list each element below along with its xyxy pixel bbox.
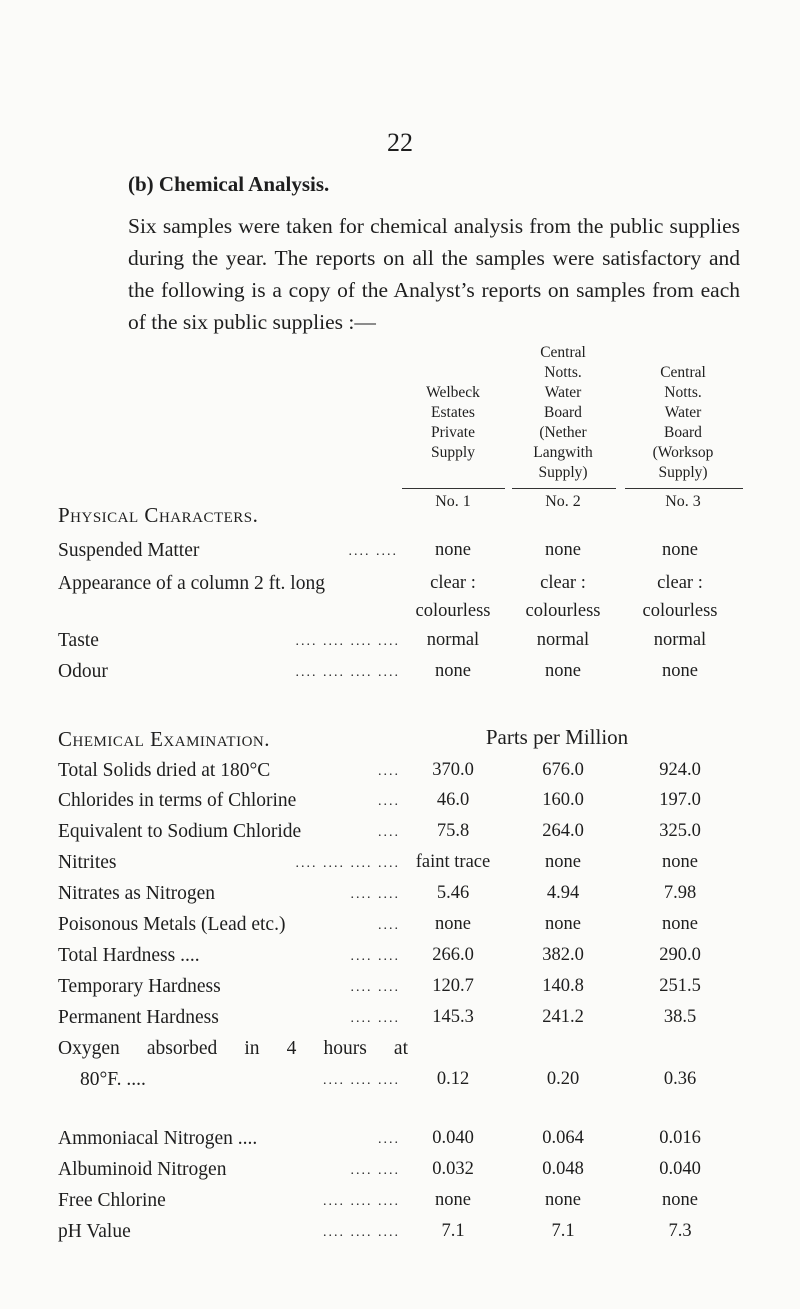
column-header-2: Central Notts. Water Board (Nether Langwith Supply) (533, 344, 593, 481)
cell-value: 264.0 (542, 821, 584, 841)
cell-value: 4.94 (546, 883, 580, 903)
row-leader-dots: .... .... (350, 887, 400, 902)
row-leader-dots: .... .... .... (323, 1225, 400, 1240)
row-leader-dots: .... .... .... .... (295, 665, 400, 680)
row-label: Taste (58, 630, 99, 651)
row-label: Oxygen absorbed in 4 hours at (58, 1038, 408, 1059)
cell-value: 382.0 (542, 945, 584, 965)
row-label: Poisonous Metals (Lead etc.) (58, 914, 286, 935)
column-number-3: No. 3 (665, 493, 701, 510)
units-heading: Parts per Million (485, 725, 629, 749)
section-title: (b) Chemical Analysis. (128, 172, 330, 196)
cell-value: 7.98 (663, 883, 697, 903)
row-leader-dots: .... (378, 918, 400, 933)
column-header-3: Central Notts. Water Board (Worksop Supply) (652, 364, 714, 481)
cell-value: 266.0 (432, 945, 474, 965)
row-label: Nitrites (58, 852, 117, 873)
row-label: Total Hardness .... (58, 945, 200, 966)
cell-value: none (545, 540, 581, 560)
cell-value: colourless (642, 601, 718, 621)
cell-value: none (435, 661, 471, 681)
cell-value: none (662, 661, 698, 681)
row-leader-dots: .... (378, 825, 400, 840)
cell-value: normal (426, 630, 480, 650)
cell-value: 0.12 (436, 1069, 470, 1089)
cell-value: 0.36 (663, 1069, 697, 1089)
cell-value: 676.0 (542, 760, 584, 780)
cell-value: none (545, 852, 581, 872)
cell-value: 370.0 (432, 760, 474, 780)
cell-value: 38.5 (663, 1007, 697, 1027)
cell-value: none (435, 540, 471, 560)
cell-value: 251.5 (659, 976, 701, 996)
row-label: Total Solids dried at 180°C (58, 760, 271, 781)
row-leader-dots: .... .... .... (323, 1194, 400, 1209)
cell-value: 75.8 (436, 821, 470, 841)
row-label: Ammoniacal Nitrogen .... (58, 1128, 258, 1149)
row-leader-dots: .... (378, 764, 400, 779)
physical-heading: Physical Characters. (58, 503, 259, 527)
cell-value: none (545, 661, 581, 681)
cell-value: 290.0 (659, 945, 701, 965)
cell-value: colourless (415, 601, 491, 621)
chemical-heading: Chemical Examination. (58, 727, 270, 751)
row-label: Nitrates as Nitrogen (58, 883, 216, 904)
cell-value: 5.46 (436, 883, 470, 903)
cell-value: clear : (657, 573, 703, 593)
column-rule-3 (625, 488, 743, 489)
cell-value: 0.016 (659, 1128, 701, 1148)
cell-value: none (545, 1190, 581, 1210)
row-leader-dots: .... .... (350, 1163, 400, 1178)
page-number: 22 (387, 128, 413, 157)
intro-paragraph: Six samples were taken for chemical analysis from the public supplies during the year. The reports on all the samples were satisfactory and the following is a copy of the Analyst’s reports on samples from each of the six public supplies :— (128, 214, 740, 334)
row-leader-dots: .... (378, 794, 400, 809)
column-rule-2 (512, 488, 616, 489)
row-label: Suspended Matter (58, 540, 200, 561)
cell-value: 160.0 (542, 790, 584, 810)
column-rule-1 (402, 488, 505, 489)
cell-value: 0.20 (546, 1069, 580, 1089)
cell-value: 120.7 (432, 976, 474, 996)
cell-value: 140.8 (542, 976, 584, 996)
cell-value: 7.1 (551, 1221, 575, 1241)
row-label: Chlorides in terms of Chlorine (58, 790, 297, 811)
row-leader-dots: .... .... .... (323, 1073, 400, 1088)
column-number-2: No. 2 (545, 493, 581, 510)
row-leader-dots: .... .... (350, 949, 400, 964)
cell-value: 0.064 (542, 1128, 584, 1148)
row-label-continued: 80°F. .... (80, 1069, 146, 1090)
cell-value: colourless (525, 601, 601, 621)
cell-value: 0.032 (432, 1159, 474, 1179)
cell-value: none (662, 540, 698, 560)
cell-value: none (662, 914, 698, 934)
cell-value: 325.0 (659, 821, 701, 841)
cell-value: 241.2 (542, 1007, 584, 1027)
row-label: Albuminoid Nitrogen (58, 1159, 227, 1180)
cell-value: 0.040 (432, 1128, 474, 1148)
row-leader-dots: .... .... (350, 980, 400, 995)
cell-value: normal (653, 630, 707, 650)
cell-value: normal (536, 630, 590, 650)
row-label: pH Value (58, 1221, 131, 1242)
cell-value: none (662, 1190, 698, 1210)
row-label: Appearance of a column 2 ft. long (58, 573, 325, 594)
row-label: Odour (58, 661, 108, 682)
cell-value: clear : (540, 573, 586, 593)
row-label: Permanent Hardness (58, 1007, 219, 1028)
column-header-1: Welbeck Estates Private Supply (426, 384, 480, 461)
cell-value: none (662, 852, 698, 872)
cell-value: none (435, 914, 471, 934)
cell-value: 7.3 (668, 1221, 692, 1241)
row-label: Free Chlorine (58, 1190, 166, 1211)
row-leader-dots: .... (378, 1132, 400, 1147)
row-leader-dots: .... .... .... .... (295, 634, 400, 649)
cell-value: clear : (430, 573, 476, 593)
cell-value: 145.3 (432, 1007, 474, 1027)
cell-value: 924.0 (659, 760, 701, 780)
row-leader-dots: .... .... .... .... (295, 856, 400, 871)
row-label: Temporary Hardness (58, 976, 221, 997)
row-leader-dots: .... .... (348, 544, 398, 559)
cell-value: none (545, 914, 581, 934)
column-number-1: No. 1 (435, 493, 471, 510)
cell-value: 197.0 (659, 790, 701, 810)
cell-value: faint trace (415, 852, 491, 872)
row-label: Equivalent to Sodium Chloride (58, 821, 302, 842)
row-leader-dots: .... .... (350, 1011, 400, 1026)
cell-value: none (435, 1190, 471, 1210)
cell-value: 7.1 (441, 1221, 465, 1241)
cell-value: 0.048 (542, 1159, 584, 1179)
cell-value: 0.040 (659, 1159, 701, 1179)
cell-value: 46.0 (436, 790, 470, 810)
